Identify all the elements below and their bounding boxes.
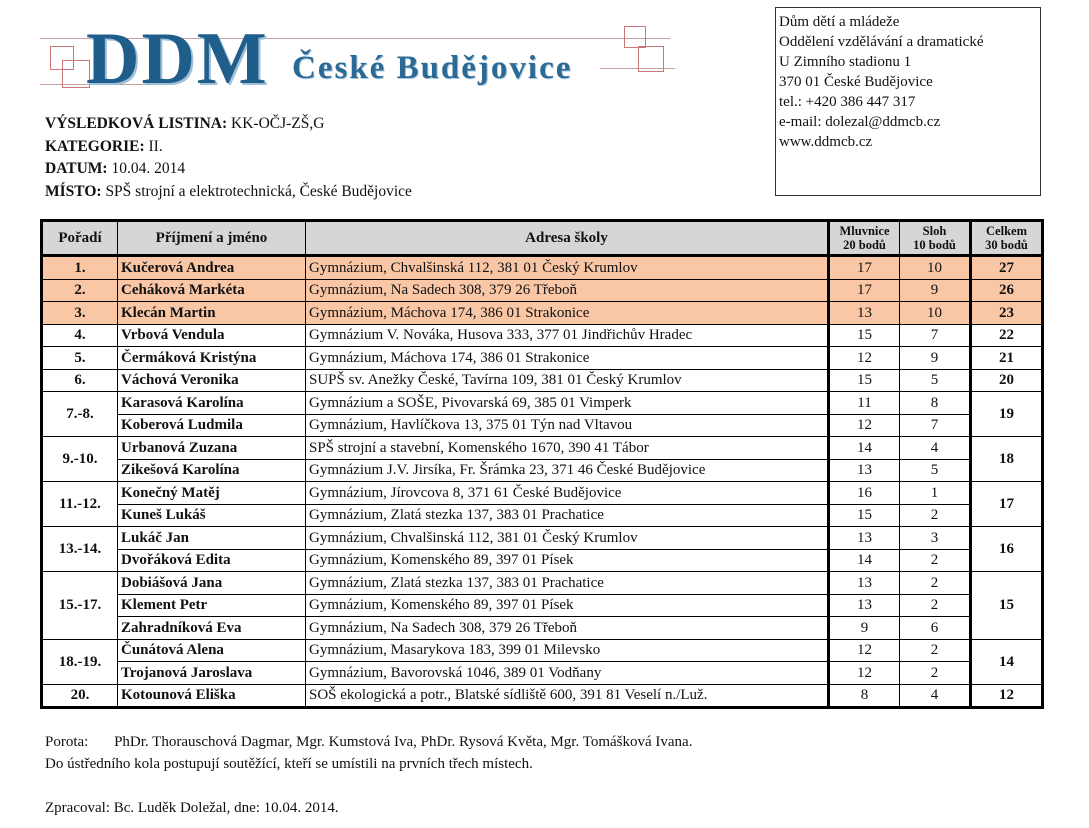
essay-cell: 7	[900, 414, 971, 437]
rank-cell: 18.-19.	[42, 639, 118, 684]
meta-list-label: VÝSLEDKOVÁ LISTINA:	[45, 115, 228, 132]
jury-label: Porota:	[45, 734, 89, 750]
school-cell: Gymnázium, Komenského 89, 397 01 Písek	[306, 549, 829, 572]
ddm-logo	[40, 16, 680, 111]
address-line: U Zimního stadionu 1	[779, 54, 912, 70]
address-line: Oddělení vzdělávání a dramatické	[779, 34, 984, 50]
grammar-cell: 11	[829, 392, 900, 415]
school-cell: Gymnázium, Máchova 174, 386 01 Strakonice	[306, 347, 829, 370]
rank-cell: 4.	[42, 324, 118, 347]
school-cell: Gymnázium, Na Sadech 308, 379 26 Třeboň	[306, 279, 829, 302]
rank-cell: 13.-14.	[42, 527, 118, 572]
rank-cell: 5.	[42, 347, 118, 370]
address-line: tel.: +420 386 447 317	[779, 94, 916, 110]
meta-place-value: SPŠ strojní a elektrotechnická, České Budějovice	[105, 182, 412, 200]
school-cell: Gymnázium, Masarykova 183, 399 01 Milevsko	[306, 639, 829, 662]
name-cell: Čermáková Kristýna	[118, 347, 306, 370]
header-essay-points: 10 bodů	[913, 238, 956, 252]
jury-line	[45, 731, 692, 753]
meta-category	[45, 136, 412, 159]
name-cell: Konečný Matěj	[118, 482, 306, 505]
total-cell: 27	[971, 256, 1043, 280]
essay-cell: 1	[900, 482, 971, 505]
table-row	[42, 549, 1043, 572]
name-cell: Dvořáková Edita	[118, 549, 306, 572]
school-cell: Gymnázium, Havlíčkova 13, 375 01 Týn nad Vltavou	[306, 414, 829, 437]
school-cell: Gymnázium, Chvalšinská 112, 381 01 Český Krumlov	[306, 527, 829, 550]
rank-cell: 20.	[42, 684, 118, 708]
table-row	[42, 324, 1043, 347]
table-row	[42, 279, 1043, 302]
school-cell: Gymnázium J.V. Jirsíka, Fr. Šrámka 23, 371 46 České Budějovice	[306, 459, 829, 482]
grammar-cell: 16	[829, 482, 900, 505]
header-essay-label: Sloh	[922, 224, 947, 238]
total-cell: 21	[971, 347, 1043, 370]
address-line: Dům dětí a mládeže	[779, 14, 900, 30]
meta-date-value: 10.04. 2014	[111, 160, 186, 177]
table-row	[42, 347, 1043, 370]
name-cell: Koberová Ludmila	[118, 414, 306, 437]
table-row	[42, 617, 1043, 640]
results-table	[40, 219, 1044, 709]
rank-cell: 9.-10.	[42, 437, 118, 482]
table-row	[42, 256, 1043, 280]
name-cell: Kučerová Andrea	[118, 256, 306, 280]
logo-decor-square	[624, 26, 646, 48]
rank-cell: 6.	[42, 369, 118, 392]
essay-cell: 2	[900, 572, 971, 595]
school-cell: Gymnázium V. Nováka, Husova 333, 377 01 Jindřichův Hradec	[306, 324, 829, 347]
results-body	[42, 256, 1043, 708]
name-cell: Čunátová Alena	[118, 639, 306, 662]
school-cell: Gymnázium, Na Sadech 308, 379 26 Třeboň	[306, 617, 829, 640]
grammar-cell: 13	[829, 572, 900, 595]
grammar-cell: 9	[829, 617, 900, 640]
table-row	[42, 594, 1043, 617]
address-box	[775, 7, 1041, 196]
total-cell: 19	[971, 392, 1043, 437]
grammar-cell: 15	[829, 369, 900, 392]
meta-place	[45, 181, 412, 204]
table-row	[42, 684, 1043, 708]
essay-cell: 10	[900, 302, 971, 325]
header-total	[971, 221, 1043, 256]
header-grammar-label: Mluvnice	[839, 224, 890, 238]
school-cell: Gymnázium, Bavorovská 1046, 389 01 Vodňany	[306, 662, 829, 685]
total-cell: 18	[971, 437, 1043, 482]
name-cell: Klement Petr	[118, 594, 306, 617]
name-cell: Ceháková Markéta	[118, 279, 306, 302]
name-cell: Lukáč Jan	[118, 527, 306, 550]
total-cell: 14	[971, 639, 1043, 684]
grammar-cell: 12	[829, 639, 900, 662]
school-cell: Gymnázium a SOŠE, Pivovarská 69, 385 01 Vimperk	[306, 392, 829, 415]
grammar-cell: 13	[829, 459, 900, 482]
header-name: Příjmení a jméno	[118, 221, 306, 256]
school-cell: SOŠ ekologická a potr., Blatské sídliště 600, 391 81 Veselí n./Luž.	[306, 684, 829, 708]
header-essay	[900, 221, 971, 256]
header-grammar-points: 20 bodů	[843, 238, 886, 252]
table-row	[42, 482, 1043, 505]
essay-cell: 9	[900, 279, 971, 302]
total-cell: 15	[971, 572, 1043, 640]
name-cell: Karasová Karolína	[118, 392, 306, 415]
header-grammar	[829, 221, 900, 256]
rank-cell: 3.	[42, 302, 118, 325]
essay-cell: 2	[900, 549, 971, 572]
total-cell: 12	[971, 684, 1043, 708]
name-cell: Klecán Martin	[118, 302, 306, 325]
address-line: www.ddmcb.cz	[779, 134, 873, 150]
meta-list-value: KK-OČJ-ZŠ,G	[231, 115, 325, 132]
school-cell: Gymnázium, Komenského 89, 397 01 Písek	[306, 594, 829, 617]
table-row	[42, 662, 1043, 685]
table-header-row	[42, 221, 1043, 256]
name-cell: Zikešová Karolína	[118, 459, 306, 482]
essay-cell: 7	[900, 324, 971, 347]
table-row	[42, 527, 1043, 550]
meta-list	[45, 113, 412, 136]
rank-cell: 11.-12.	[42, 482, 118, 527]
name-cell: Kotounová Eliška	[118, 684, 306, 708]
essay-cell: 2	[900, 594, 971, 617]
logo-text-ddm: DDM	[86, 18, 269, 100]
header-school: Adresa školy	[306, 221, 829, 256]
school-cell: Gymnázium, Máchova 174, 386 01 Strakonice	[306, 302, 829, 325]
table-row	[42, 639, 1043, 662]
essay-cell: 4	[900, 437, 971, 460]
table-row	[42, 437, 1043, 460]
total-cell: 20	[971, 369, 1043, 392]
name-cell: Zahradníková Eva	[118, 617, 306, 640]
total-cell: 17	[971, 482, 1043, 527]
school-cell: Gymnázium, Jírovcova 8, 371 61 České Budějovice	[306, 482, 829, 505]
school-cell: Gymnázium, Chvalšinská 112, 381 01 Český Krumlov	[306, 256, 829, 280]
essay-cell: 4	[900, 684, 971, 708]
meta-category-value: II.	[148, 137, 163, 155]
grammar-cell: 12	[829, 414, 900, 437]
essay-cell: 5	[900, 459, 971, 482]
total-cell: 16	[971, 527, 1043, 572]
grammar-cell: 13	[829, 527, 900, 550]
school-cell: Gymnázium, Zlatá stezka 137, 383 01 Prachatice	[306, 572, 829, 595]
table-row	[42, 572, 1043, 595]
name-cell: Kuneš Lukáš	[118, 504, 306, 527]
name-cell: Váchová Veronika	[118, 369, 306, 392]
header-total-label: Celkem	[986, 224, 1027, 238]
name-cell: Trojanová Jaroslava	[118, 662, 306, 685]
rank-cell: 1.	[42, 256, 118, 280]
meta-date-label: DATUM:	[45, 160, 108, 177]
grammar-cell: 15	[829, 504, 900, 527]
table-row	[42, 392, 1043, 415]
name-cell: Vrbová Vendula	[118, 324, 306, 347]
grammar-cell: 14	[829, 437, 900, 460]
total-cell: 26	[971, 279, 1043, 302]
essay-cell: 10	[900, 256, 971, 280]
logo-decor-square	[638, 46, 664, 72]
meta-date	[45, 158, 412, 181]
table-row	[42, 369, 1043, 392]
name-cell: Urbanová Zuzana	[118, 437, 306, 460]
table-row	[42, 459, 1043, 482]
document-meta	[45, 113, 412, 203]
header-rank: Pořadí	[42, 221, 118, 256]
grammar-cell: 13	[829, 594, 900, 617]
name-cell: Dobiášová Jana	[118, 572, 306, 595]
total-cell: 22	[971, 324, 1043, 347]
jury-members: PhDr. Thorauschová Dagmar, Mgr. Kumstová Iva, PhDr. Rysová Květa, Mgr. Tomášková Ivana.	[114, 734, 693, 750]
essay-cell: 3	[900, 527, 971, 550]
meta-category-label: KATEGORIE:	[45, 137, 145, 155]
prepared-by: Zpracoval: Bc. Luděk Doležal, dne: 10.04. 2014.	[45, 800, 339, 816]
school-cell: SPŠ strojní a stavební, Komenského 1670, 390 41 Tábor	[306, 437, 829, 460]
school-cell: SUPŠ sv. Anežky České, Tavírna 109, 381 01 Český Krumlov	[306, 369, 829, 392]
address-line: e-mail: dolezal@ddmcb.cz	[779, 114, 941, 130]
essay-cell: 5	[900, 369, 971, 392]
grammar-cell: 17	[829, 256, 900, 280]
grammar-cell: 14	[829, 549, 900, 572]
essay-cell: 2	[900, 639, 971, 662]
logo-text-city: České Budějovice	[292, 50, 573, 86]
essay-cell: 2	[900, 504, 971, 527]
grammar-cell: 8	[829, 684, 900, 708]
essay-cell: 6	[900, 617, 971, 640]
total-cell: 23	[971, 302, 1043, 325]
address-line: 370 01 České Budějovice	[779, 74, 933, 90]
table-row	[42, 414, 1043, 437]
school-cell: Gymnázium, Zlatá stezka 137, 383 01 Prachatice	[306, 504, 829, 527]
grammar-cell: 15	[829, 324, 900, 347]
grammar-cell: 13	[829, 302, 900, 325]
table-row	[42, 302, 1043, 325]
table-row	[42, 504, 1043, 527]
grammar-cell: 12	[829, 347, 900, 370]
meta-place-label: MÍSTO:	[45, 182, 102, 200]
essay-cell: 9	[900, 347, 971, 370]
rank-cell: 2.	[42, 279, 118, 302]
header-total-points: 30 bodů	[985, 238, 1028, 252]
grammar-cell: 12	[829, 662, 900, 685]
essay-cell: 8	[900, 392, 971, 415]
rank-cell: 15.-17.	[42, 572, 118, 640]
essay-cell: 2	[900, 662, 971, 685]
advance-note: Do ústředního kola postupují soutěžící, kteří se umístili na prvních třech místech.	[45, 756, 533, 772]
rank-cell: 7.-8.	[42, 392, 118, 437]
grammar-cell: 17	[829, 279, 900, 302]
